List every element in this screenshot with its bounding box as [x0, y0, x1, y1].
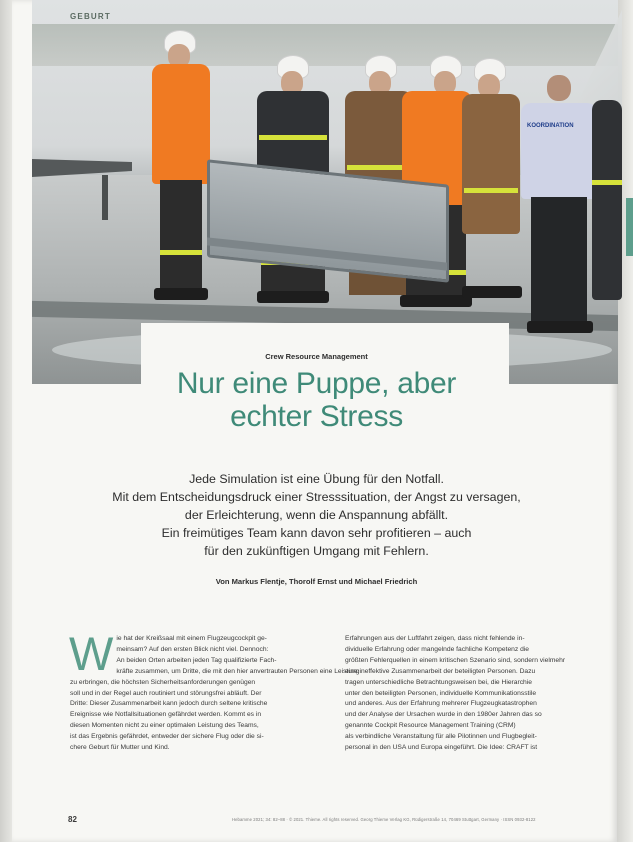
body-line: Ereignisse wie Notfallsituationen gefährdet werden. Kommt es in	[70, 711, 262, 719]
photo-vehicle-support	[102, 175, 108, 220]
body-line: kräfte zusammen, um Dritte, die mit den hier anvertrauten Personen eine Leistung	[116, 667, 360, 675]
body-line: Dritte: Dieser Zusammenarbeit kann jedoch durch seltene kritische	[70, 700, 268, 708]
article-kicker: Crew Resource Management	[265, 352, 368, 361]
lead-line: Ein freimütiges Team kann davon sehr profitieren – auch	[161, 526, 472, 540]
body-line: soll und in der Regel auch routiniert und störungsfrei abläuft. Der	[70, 689, 262, 697]
body-line: unter den beteiligten Personen, individuelle Kommunikationsstile	[345, 689, 537, 697]
body-column-left	[69, 627, 360, 754]
body-line: personal in den USA und Europa eingeführt. Die Idee: CRAFT ist	[345, 744, 538, 752]
body-line: dividuelle Erfahrung oder mangelnde fachliche Kompetenz die	[345, 645, 530, 653]
lead-line: für den zukünftigen Umgang mit Fehlern.	[204, 544, 429, 558]
lead-line: Mit dem Entscheidungsdruck einer Stresssituation, der Angst zu versagen,	[112, 490, 521, 504]
body-line: eine ineffektive Zusammenarbeit der beteiligten Personen. Dazu	[345, 667, 536, 675]
drop-cap: W	[69, 627, 114, 680]
body-line: chere Geburt für Mutter und Kind.	[70, 744, 170, 752]
body-line: Erfahrungen aus der Luftfahrt zeigen, dass nicht fehlende in-	[345, 635, 525, 642]
photo-background-treeline	[32, 24, 618, 66]
lead-line: der Erleichterung, wenn die Anspannung abfällt.	[184, 508, 449, 522]
article-headline	[0, 367, 633, 433]
lead-line: Jede Simulation ist eine Übung für den Notfall.	[189, 472, 444, 486]
body-line: ie hat der Kreißsaal mit einem Flugzeugcockpit ge-	[116, 635, 267, 642]
body-line: größten Fehlerquellen in einem kritischen Szenario sind, sondern vielmehr	[345, 656, 566, 664]
body-line: und der Analyse der Ursachen wurde in den 1980er Jahren das so	[345, 711, 542, 719]
article-lead	[80, 470, 553, 560]
body-column-right	[345, 634, 585, 754]
headline-line-2: echter Stress	[230, 400, 403, 433]
body-line: als verbindliche Veranstaltung für alle Pilotinnen und Flugbegleit-	[345, 733, 537, 741]
body-line: genannte Cockpit Resource Management Training (CRM)	[345, 722, 516, 730]
vest-label: KOORDINATION	[527, 123, 574, 129]
body-line: zu erbringen, die höchsten Sicherheitsanforderungen genügen	[70, 678, 256, 686]
page-number: 82	[68, 815, 77, 824]
footer-publication-info: Hebamme 2021; 34: 82–88 · © 2021. Thieme. All rights reserved. Georg Thieme Verlag KG, Rüdigerstraße 14, 70469 Stuttgart, Germany · ISSN 0932-8122	[232, 817, 536, 822]
body-line: An beiden Orten arbeiten jeden Tag qualifizierte Fach-	[116, 656, 277, 664]
body-line: und anderes. Aus der Erfahrung mehrerer Flugzeugkatastrophen	[345, 700, 537, 708]
body-line: diesen Momenten nicht zu einer optimalen Leistung des Teams,	[70, 722, 259, 730]
section-label: GEBURT	[70, 12, 111, 21]
body-line: ist das Ergebnis gefährdet, entweder der sichere Flug oder die si-	[70, 733, 264, 741]
article-byline: Von Markus Flentje, Thorolf Ernst und Michael Friedrich	[215, 577, 418, 586]
body-line: tragen unterschiedliche Betrachtungsweisen bei, die Hierarchie	[345, 678, 532, 686]
headline-line-1: Nur eine Puppe, aber	[176, 367, 457, 400]
thumb-index-mark	[626, 198, 633, 256]
body-line: meinsam? Auf den ersten Blick nicht viel. Dennoch:	[116, 645, 269, 653]
